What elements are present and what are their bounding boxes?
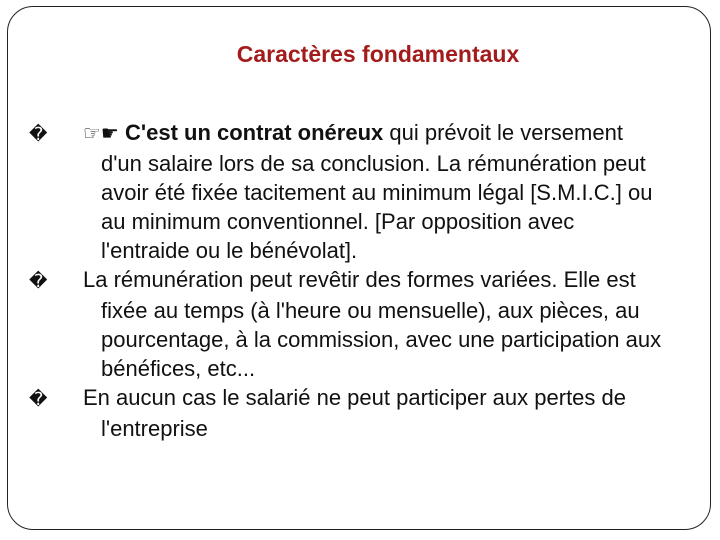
bullet-icon: �: [29, 389, 48, 410]
paragraph-1-text: qui prévoit le versement d'un salaire lors de sa conclusion. La rémunération peut avoir été fixée tacitement au minimum légal [S.M.I.C.] ou au minimum conventionnel. [Par opposition avec l'entraide ou le bénévolat].: [101, 120, 653, 263]
paragraph-1-bold: C'est un contrat onéreux: [124, 120, 384, 145]
slide-title: Caractères fondamentaux: [236, 41, 520, 67]
paragraph-2: [29, 265, 665, 383]
paragraph-2-text: La rémunération peut revêtir des formes variées. Elle est fixée au temps (à l'heure ou mensuelle), aux pièces, au pourcentage, à la commission, avec une participation aux bénéfices, etc...: [83, 267, 662, 381]
paragraph-3-text: En aucun cas le salarié ne peut participer aux pertes de l'entreprise: [83, 385, 626, 441]
paragraph-3: [29, 383, 665, 443]
pointing-hand-icon: ☞☛: [83, 121, 119, 145]
paragraph-1: [29, 118, 665, 265]
bullet-icon: �: [29, 271, 48, 292]
slide-body: [29, 118, 665, 443]
bullet-icon: �: [29, 124, 48, 145]
